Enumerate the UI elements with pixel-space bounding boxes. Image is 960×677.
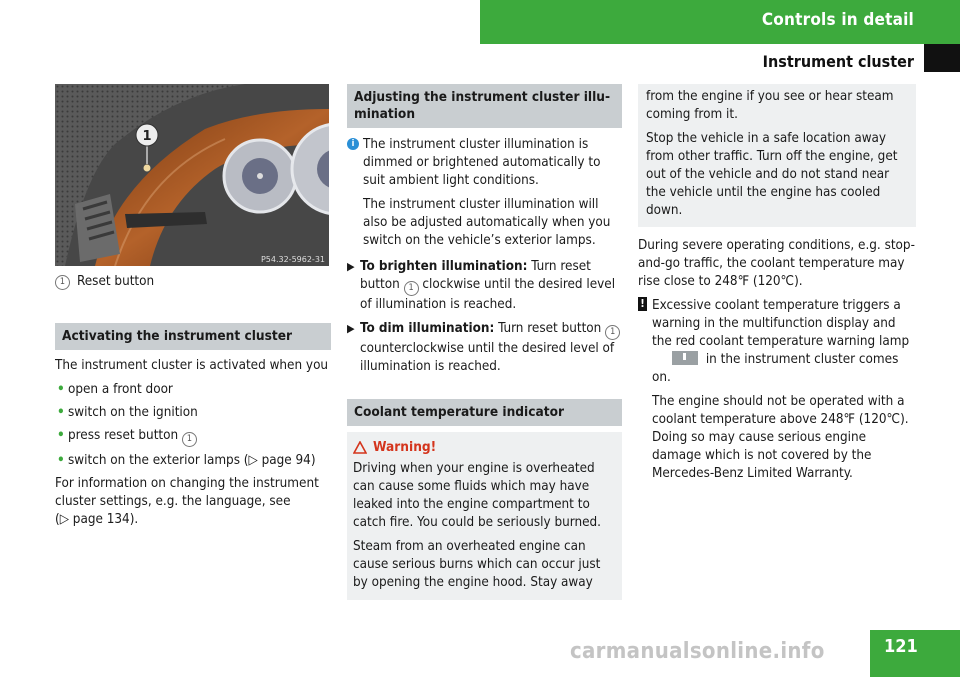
photo-caption (55, 273, 331, 291)
page-link[interactable]: (▷ page 134). (55, 512, 139, 527)
section-heading-activating: Activating the instrument cluster (55, 323, 331, 350)
bullet-icon: • (57, 428, 65, 443)
callout-1-icon: 1 (55, 275, 70, 290)
operating-conditions-text: During severe operating conditions, e.g. stop-and-go traffic, the coolant temperature may rise close to 248℉ (120℃). (638, 238, 915, 289)
step-brighten: ▶ To brighten illumination: Turn reset button 1 clockwise until the desired level of illumination is reached. (347, 259, 616, 312)
list-item: • press reset button 1 (55, 427, 331, 447)
watermark: carmanualsonline.info (570, 639, 825, 664)
callout-1-icon: 1 (404, 281, 419, 296)
section-heading-adjusting: Adjusting the instrument cluster illu- mination (347, 84, 622, 128)
header-band (480, 0, 960, 44)
step-arrow-icon: ▶ (347, 322, 355, 335)
page-number-box (870, 630, 960, 677)
photo-reference-code: P54.32-5962-31 (260, 255, 325, 264)
callout-1-icon: 1 (182, 432, 197, 447)
column-2 (347, 84, 622, 382)
page-link[interactable]: switch on the exterior lamps (▷ page 94) (68, 453, 316, 468)
warning-triangle-icon (353, 441, 367, 454)
list-item: • open a front door (57, 382, 173, 397)
list-item: • switch on the ignition (57, 405, 198, 420)
header-tab-marker (924, 44, 960, 72)
info-note: i The instrument cluster illumination is dimmed or brightened automatically to suit ambient light conditions. The instrument cluster illumination will also be adjusted automatically when you switch on the vehicle’s exterior lamps. (347, 136, 622, 250)
header-section-title: Controls in detail (761, 10, 914, 30)
column-1 (55, 273, 331, 297)
coolant-warning-lamp-icon (672, 351, 698, 365)
coolant-section (347, 399, 622, 600)
warning-box: Warning! Driving when your engine is overheated can cause some fluids which may have leaked into the engine compartment to catch fire. You could be seriously burned. Steam from an overheated engine can cause serious burns which can occur just by opening the engine hood. Stay away (347, 432, 622, 600)
activating-section (55, 323, 331, 535)
section-heading-coolant: Coolant temperature indicator (347, 399, 622, 426)
caution-note: ! Excessive coolant temperature triggers a warning in the multifunction display and the red coolant temperature warning lamp in the instrument cluster comes on. The engine should not be operated with a coolant temperature above 248℉ (120℃). Doing so may cause serious engine damage which is not covered by the Mercedes-Benz Limited Warranty. (638, 297, 916, 483)
warning-heading: Warning! (353, 438, 616, 456)
step-arrow-icon: ▶ (347, 260, 355, 273)
bullet-icon: • (57, 382, 65, 397)
info-paragraph: For information on changing the instrument cluster settings, e.g. the language, see (▷ page 134). (55, 476, 319, 527)
warning-box-continued: from the engine if you see or hear steam coming from it. Stop the vehicle in a safe location away from other traffic. Turn off the engine, get out of the vehicle and do not stand near the vehicle until the engine has cooled down. (638, 84, 916, 227)
page-number: 121 (884, 636, 918, 657)
header-subsection-title: Instrument cluster (762, 52, 914, 71)
instrument-cluster-photo (55, 84, 329, 266)
photo-callout-number: 1 (142, 129, 152, 144)
intro-text: The instrument cluster is activated when you (55, 358, 329, 373)
caption-text: Reset button (77, 274, 155, 289)
bullet-icon: • (57, 405, 65, 420)
info-icon: i (347, 138, 359, 150)
callout-1-icon: 1 (605, 325, 620, 340)
step-dim: ▶ To dim illumination: Turn reset button 1 counterclockwise until the desired level of illumination is reached. (347, 320, 622, 376)
exclamation-icon: ! (638, 297, 647, 311)
column-3 (638, 84, 916, 489)
list-item (55, 452, 331, 470)
bullet-icon: • (57, 453, 65, 468)
